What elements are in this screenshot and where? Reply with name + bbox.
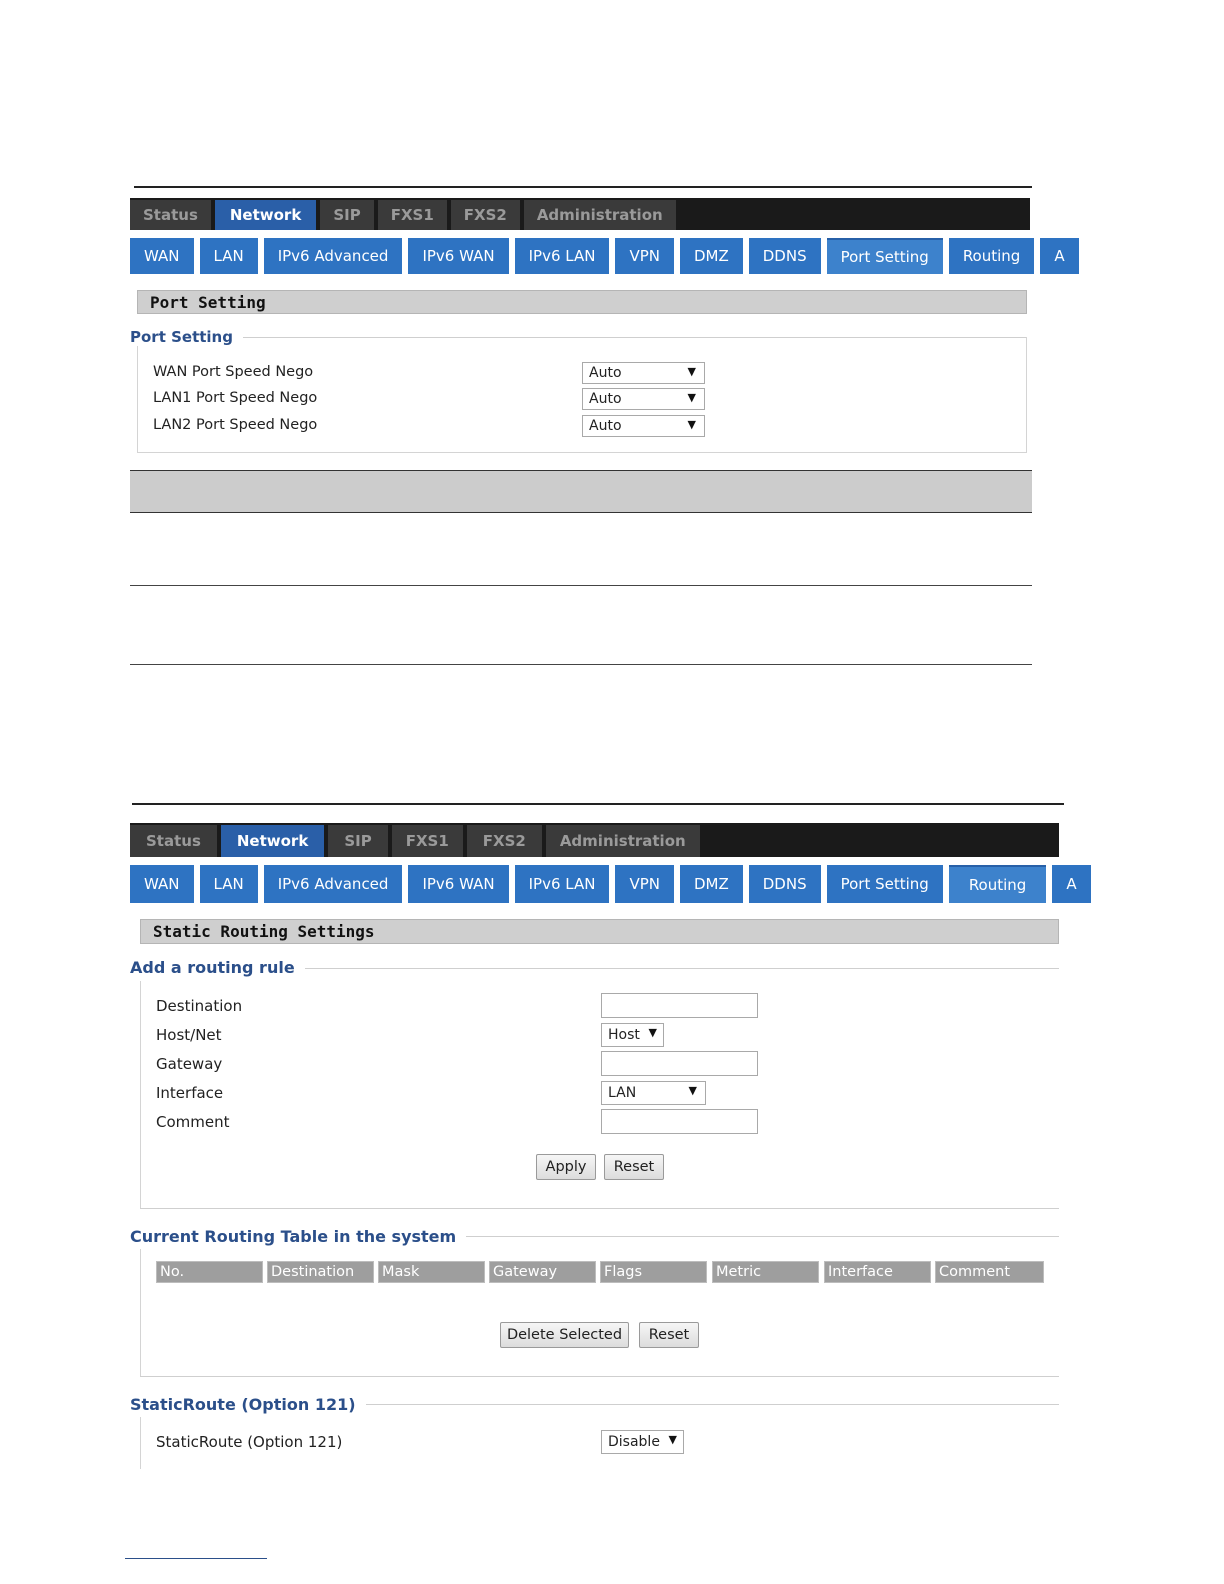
comment-input[interactable] [601, 1109, 758, 1134]
sub-tab-ipv6-advanced[interactable]: IPv6 Advanced [264, 238, 403, 274]
wan-speed-select[interactable] [582, 362, 705, 384]
column-mask: Mask [378, 1261, 485, 1283]
delete-selected-button[interactable]: Delete Selected [500, 1322, 629, 1348]
document-table-row-line [130, 585, 1032, 586]
footnote-rule [125, 1558, 267, 1559]
add-rule-legend: Add a routing rule [130, 958, 305, 977]
add-rule-fieldset-line [295, 968, 1059, 969]
comment-label: Comment [156, 1113, 230, 1131]
top-tab-administration[interactable]: Administration [546, 825, 700, 857]
document-table-header [130, 470, 1032, 513]
chevron-down-icon: ▼ [687, 365, 696, 378]
column-flags: Flags [600, 1261, 707, 1283]
sub-tab-wan[interactable]: WAN [130, 865, 194, 903]
sub-tab-ipv6-wan[interactable]: IPv6 WAN [408, 865, 508, 903]
sub-tab-dmz[interactable]: DMZ [680, 238, 743, 274]
port-setting-screen [130, 198, 1065, 458]
section-title: Static Routing Settings [140, 919, 1059, 944]
lan1-speed-value: Auto [589, 391, 622, 407]
option121-fieldset-left [140, 1417, 141, 1469]
sub-tab-routing[interactable]: Routing [949, 238, 1035, 274]
apply-button[interactable]: Apply [536, 1154, 596, 1180]
interface-label: Interface [156, 1084, 224, 1102]
sub-tab-port-setting[interactable]: Port Setting [827, 865, 943, 903]
option121-select[interactable] [601, 1430, 684, 1454]
sub-tab-ddns[interactable]: DDNS [749, 865, 821, 903]
top-tab-fxs2[interactable]: FXS2 [467, 825, 542, 857]
top-nav [130, 823, 1059, 857]
sub-tab-port-setting[interactable]: Port Setting [827, 238, 943, 274]
add-rule-fieldset-left [140, 981, 141, 1209]
sub-tab-ipv6-lan[interactable]: IPv6 LAN [515, 865, 610, 903]
option121-fieldset-line [355, 1404, 1059, 1405]
column-metric: Metric [712, 1261, 819, 1283]
wan-speed-value: Auto [589, 365, 622, 381]
sub-tab-ipv6-wan[interactable]: IPv6 WAN [408, 238, 508, 274]
gateway-input[interactable] [601, 1051, 758, 1076]
top-tab-status[interactable]: Status [130, 825, 217, 857]
routing-table-fieldset-left [140, 1249, 141, 1377]
top-rule-2 [132, 803, 1064, 805]
lan2-speed-value: Auto [589, 418, 622, 434]
sub-tab-vpn[interactable]: VPN [615, 238, 674, 274]
sub-tab-ddns[interactable]: DDNS [749, 238, 821, 274]
top-nav [130, 198, 1030, 230]
fieldset-legend: Port Setting [130, 328, 243, 346]
interface-select[interactable] [601, 1081, 706, 1105]
chevron-down-icon: ▼ [668, 1433, 677, 1446]
destination-input[interactable] [601, 993, 758, 1018]
sub-tab-ipv6-advanced[interactable]: IPv6 Advanced [264, 865, 403, 903]
chevron-down-icon: ▼ [687, 418, 696, 431]
top-tab-fxs1[interactable]: FXS1 [392, 825, 463, 857]
reset-button[interactable]: Reset [604, 1154, 664, 1180]
lan1-speed-select[interactable] [582, 388, 705, 410]
top-tab-network[interactable]: Network [215, 200, 316, 230]
add-rule-fieldset-bottom [140, 1208, 1059, 1209]
hostnet-label: Host/Net [156, 1026, 222, 1044]
document-table-bottom-line [130, 664, 1032, 665]
top-tab-sip[interactable]: SIP [328, 825, 387, 857]
top-rule-1 [134, 186, 1032, 188]
chevron-down-icon: ▼ [648, 1026, 657, 1039]
column-no: No. [156, 1261, 263, 1283]
chevron-down-icon: ▼ [687, 391, 696, 404]
column-destination: Destination [267, 1261, 374, 1283]
option121-label: StaticRoute (Option 121) [156, 1433, 343, 1451]
interface-value: LAN [608, 1085, 637, 1101]
sub-tab-ipv6-lan[interactable]: IPv6 LAN [515, 238, 610, 274]
gateway-label: Gateway [156, 1055, 223, 1073]
option121-value: Disable [608, 1434, 660, 1450]
sub-tab-vpn[interactable]: VPN [615, 865, 674, 903]
column-interface: Interface [824, 1261, 931, 1283]
sub-tab-wan[interactable]: WAN [130, 238, 194, 274]
top-tab-administration[interactable]: Administration [524, 200, 676, 230]
lan1-speed-label: LAN1 Port Speed Nego [153, 390, 318, 406]
routing-table-fieldset-line [440, 1236, 1059, 1237]
sub-tab-more[interactable]: A [1040, 238, 1078, 274]
sub-tab-more[interactable]: A [1052, 865, 1090, 903]
top-tab-sip[interactable]: SIP [320, 200, 373, 230]
sub-tab-routing[interactable]: Routing [949, 865, 1047, 903]
chevron-down-icon: ▼ [688, 1084, 697, 1097]
hostnet-value: Host [608, 1027, 640, 1043]
top-tab-fxs1[interactable]: FXS1 [378, 200, 447, 230]
routing-table-legend: Current Routing Table in the system [130, 1227, 466, 1246]
column-gateway: Gateway [489, 1261, 596, 1283]
section-title: Port Setting [137, 290, 1027, 314]
routing-screen [130, 823, 1077, 1473]
lan2-speed-label: LAN2 Port Speed Nego [153, 417, 318, 433]
lan2-speed-select[interactable] [582, 415, 705, 437]
wan-speed-label: WAN Port Speed Nego [153, 364, 314, 380]
sub-tab-lan[interactable]: LAN [200, 865, 258, 903]
top-tab-network[interactable]: Network [221, 825, 324, 857]
sub-tab-lan[interactable]: LAN [200, 238, 258, 274]
destination-label: Destination [156, 997, 243, 1015]
hostnet-select[interactable] [601, 1023, 664, 1047]
option121-legend: StaticRoute (Option 121) [130, 1395, 366, 1414]
sub-nav [130, 865, 1077, 903]
sub-tab-dmz[interactable]: DMZ [680, 865, 743, 903]
table-reset-button[interactable]: Reset [639, 1322, 699, 1348]
sub-nav [130, 238, 1065, 274]
top-tab-fxs2[interactable]: FXS2 [451, 200, 520, 230]
top-tab-status[interactable]: Status [130, 200, 211, 230]
routing-table-fieldset-bottom [140, 1376, 1059, 1377]
column-comment: Comment [935, 1261, 1044, 1283]
